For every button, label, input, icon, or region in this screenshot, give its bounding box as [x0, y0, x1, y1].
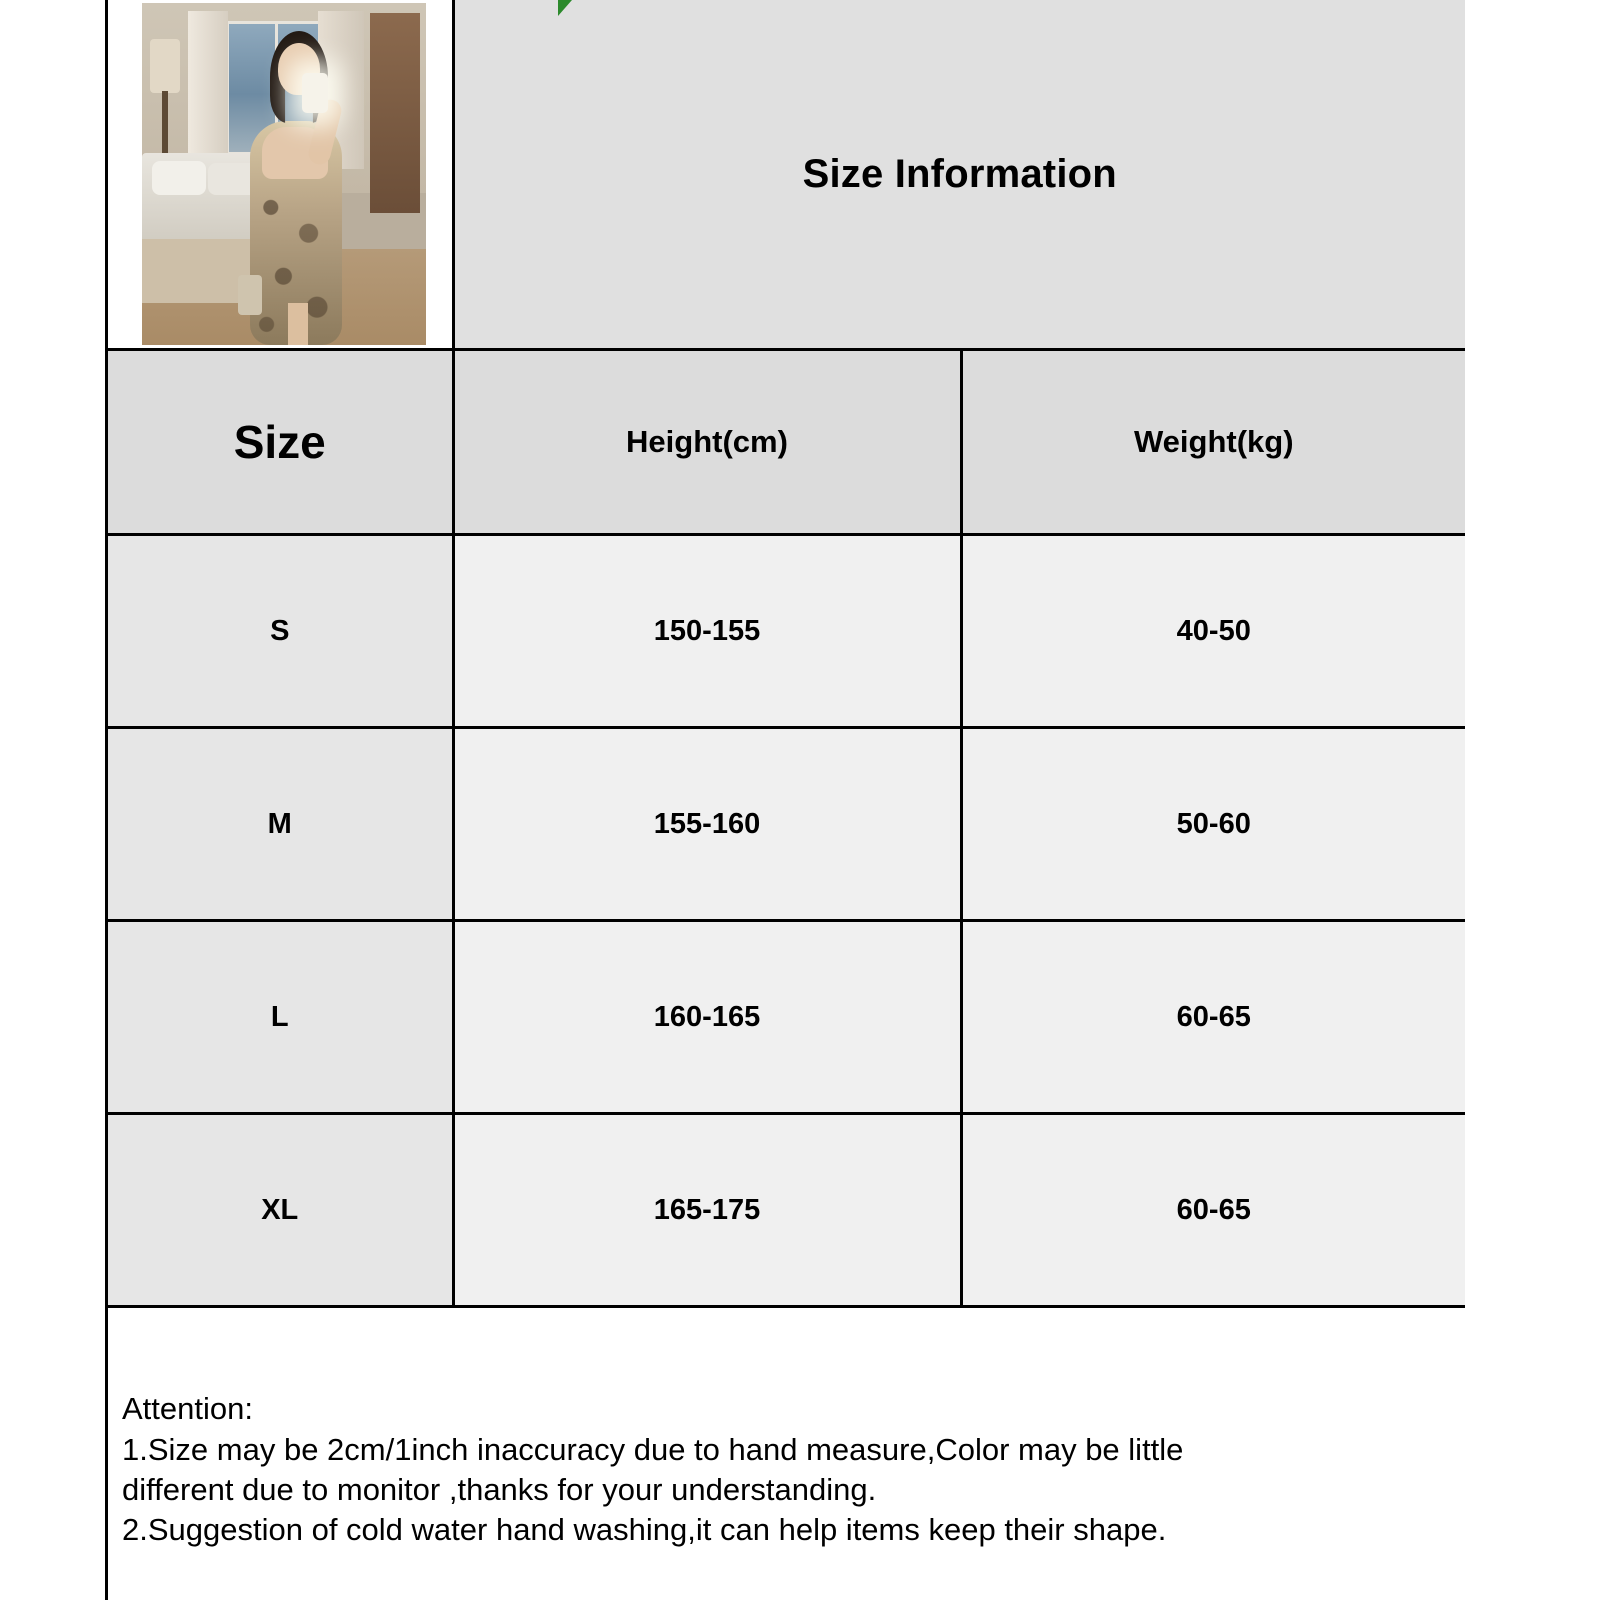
cell-height: 165-175	[453, 1114, 961, 1307]
table-row-title	[108, 0, 1465, 350]
cell-size: L	[108, 921, 453, 1114]
cell-height: 155-160	[453, 728, 961, 921]
attention-line-2: different due to monitor ,thanks for your understanding.	[122, 1470, 1451, 1510]
cell-weight: 50-60	[961, 728, 1465, 921]
product-photo-cell	[108, 0, 453, 350]
table-row	[108, 921, 1465, 1114]
header-height	[453, 350, 961, 535]
cell-height: 160-165	[453, 921, 961, 1114]
header-weight	[961, 350, 1465, 535]
attention-line-1: 1.Size may be 2cm/1inch inaccuracy due to hand measure,Color may be little	[122, 1430, 1451, 1470]
page-title: Size Information	[803, 152, 1117, 196]
cell-size: XL	[108, 1114, 453, 1307]
header-weight-label: Weight(kg)	[1134, 424, 1294, 459]
table-row	[108, 1114, 1465, 1307]
attention-note	[108, 1307, 1465, 1620]
green-corner-marker	[558, 0, 572, 16]
table-row	[108, 728, 1465, 921]
header-height-label: Height(cm)	[626, 424, 788, 459]
cell-weight: 60-65	[961, 921, 1465, 1114]
cell-size: M	[108, 728, 453, 921]
size-chart-container	[105, 0, 1465, 1600]
cell-weight: 40-50	[961, 535, 1465, 728]
header-size-label: Size	[234, 416, 326, 468]
size-information-table	[108, 0, 1465, 1620]
table-row	[108, 535, 1465, 728]
table-header-row	[108, 350, 1465, 535]
header-size	[108, 350, 453, 535]
model-photo	[142, 3, 426, 345]
cell-size: S	[108, 535, 453, 728]
cell-weight: 60-65	[961, 1114, 1465, 1307]
title-cell	[453, 0, 1465, 350]
attention-row	[108, 1307, 1465, 1620]
attention-line-3: 2.Suggestion of cold water hand washing,it can help items keep their shape.	[122, 1510, 1451, 1550]
cell-height: 150-155	[453, 535, 961, 728]
attention-heading: Attention:	[122, 1389, 1451, 1429]
